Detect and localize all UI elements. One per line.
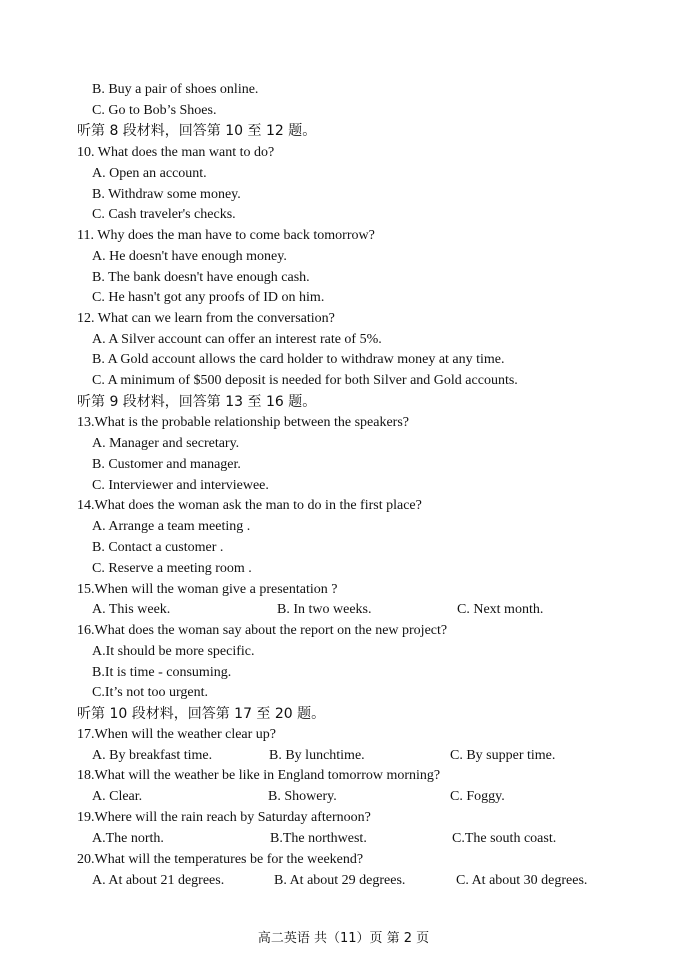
section-heading: 听第 8 段材料，回答第 10 至 12 题。 — [77, 123, 317, 139]
option-c: C.The south coast. — [452, 831, 557, 846]
option-c: C. Foggy. — [450, 789, 505, 804]
option-b: B. By lunchtime. — [269, 748, 365, 763]
option-line: B. The bank doesn't have enough cash. — [92, 270, 310, 285]
question-14: 14.What does the woman ask the man to do in the first place? — [77, 498, 422, 513]
option-line: A. A Silver account can offer an interest rate of 5%. — [92, 332, 382, 347]
option-line: B. Contact a customer . — [92, 540, 224, 555]
option-line: C. A minimum of $500 deposit is needed for both Silver and Gold accounts. — [92, 373, 518, 388]
option-b: B.The northwest. — [270, 831, 367, 846]
option-line: C.It’s not too urgent. — [92, 685, 209, 700]
option-line: C. Cash traveler's checks. — [92, 207, 236, 222]
option-c: C. By supper time. — [450, 748, 556, 763]
option-c: C. At about 30 degrees. — [456, 873, 588, 888]
option-line: B. A Gold account allows the card holder to withdraw money at any time. — [92, 352, 505, 367]
option-line: B. Withdraw some money. — [92, 187, 241, 202]
option-line: A. He doesn't have enough money. — [92, 249, 287, 264]
question-15: 15.When will the woman give a presentation ? — [77, 582, 338, 597]
option-line: A.It should be more specific. — [92, 644, 255, 659]
question-10: 10. What does the man want to do? — [77, 145, 275, 160]
option-c: C. Next month. — [457, 602, 544, 617]
option-b: B. In two weeks. — [277, 602, 372, 617]
question-17: 17.When will the weather clear up? — [77, 727, 277, 742]
question-16: 16.What does the woman say about the report on the new project? — [77, 623, 448, 638]
option-a: A. By breakfast time. — [92, 748, 213, 763]
section-heading: 听第 10 段材料，回答第 17 至 20 题。 — [77, 706, 326, 722]
option-b: B. At about 29 degrees. — [274, 873, 406, 888]
option-b: B. Showery. — [268, 789, 337, 804]
option-line: C. Go to Bob’s Shoes. — [92, 103, 217, 118]
option-line: B.It is time - consuming. — [92, 665, 232, 680]
option-a: A. At about 21 degrees. — [92, 873, 225, 888]
option-line: B. Buy a pair of shoes online. — [92, 82, 259, 97]
question-19: 19.Where will the rain reach by Saturday afternoon? — [77, 810, 371, 825]
option-a: A. Clear. — [92, 789, 143, 804]
option-line: C. He hasn't got any proofs of ID on him. — [92, 290, 325, 305]
option-line: A. Arrange a team meeting . — [92, 519, 251, 534]
option-a: A.The north. — [92, 831, 164, 846]
question-20: 20.What will the temperatures be for the weekend? — [77, 852, 364, 867]
question-13: 13.What is the probable relationship between the speakers? — [77, 415, 409, 430]
question-11: 11. Why does the man have to come back tomorrow? — [77, 228, 375, 243]
option-line: C. Reserve a meeting room . — [92, 561, 252, 576]
question-18: 18.What will the weather be like in England tomorrow morning? — [77, 768, 441, 783]
section-heading: 听第 9 段材料，回答第 13 至 16 题。 — [77, 394, 317, 410]
option-a: A. This week. — [92, 602, 171, 617]
question-12: 12. What can we learn from the conversation? — [77, 311, 335, 326]
option-line: A. Manager and secretary. — [92, 436, 240, 451]
option-line: A. Open an account. — [92, 166, 207, 181]
option-line: B. Customer and manager. — [92, 457, 241, 472]
page-footer: 高二英语 共（11）页 第 2 页 — [257, 931, 430, 946]
option-line: C. Interviewer and interviewee. — [92, 478, 269, 493]
